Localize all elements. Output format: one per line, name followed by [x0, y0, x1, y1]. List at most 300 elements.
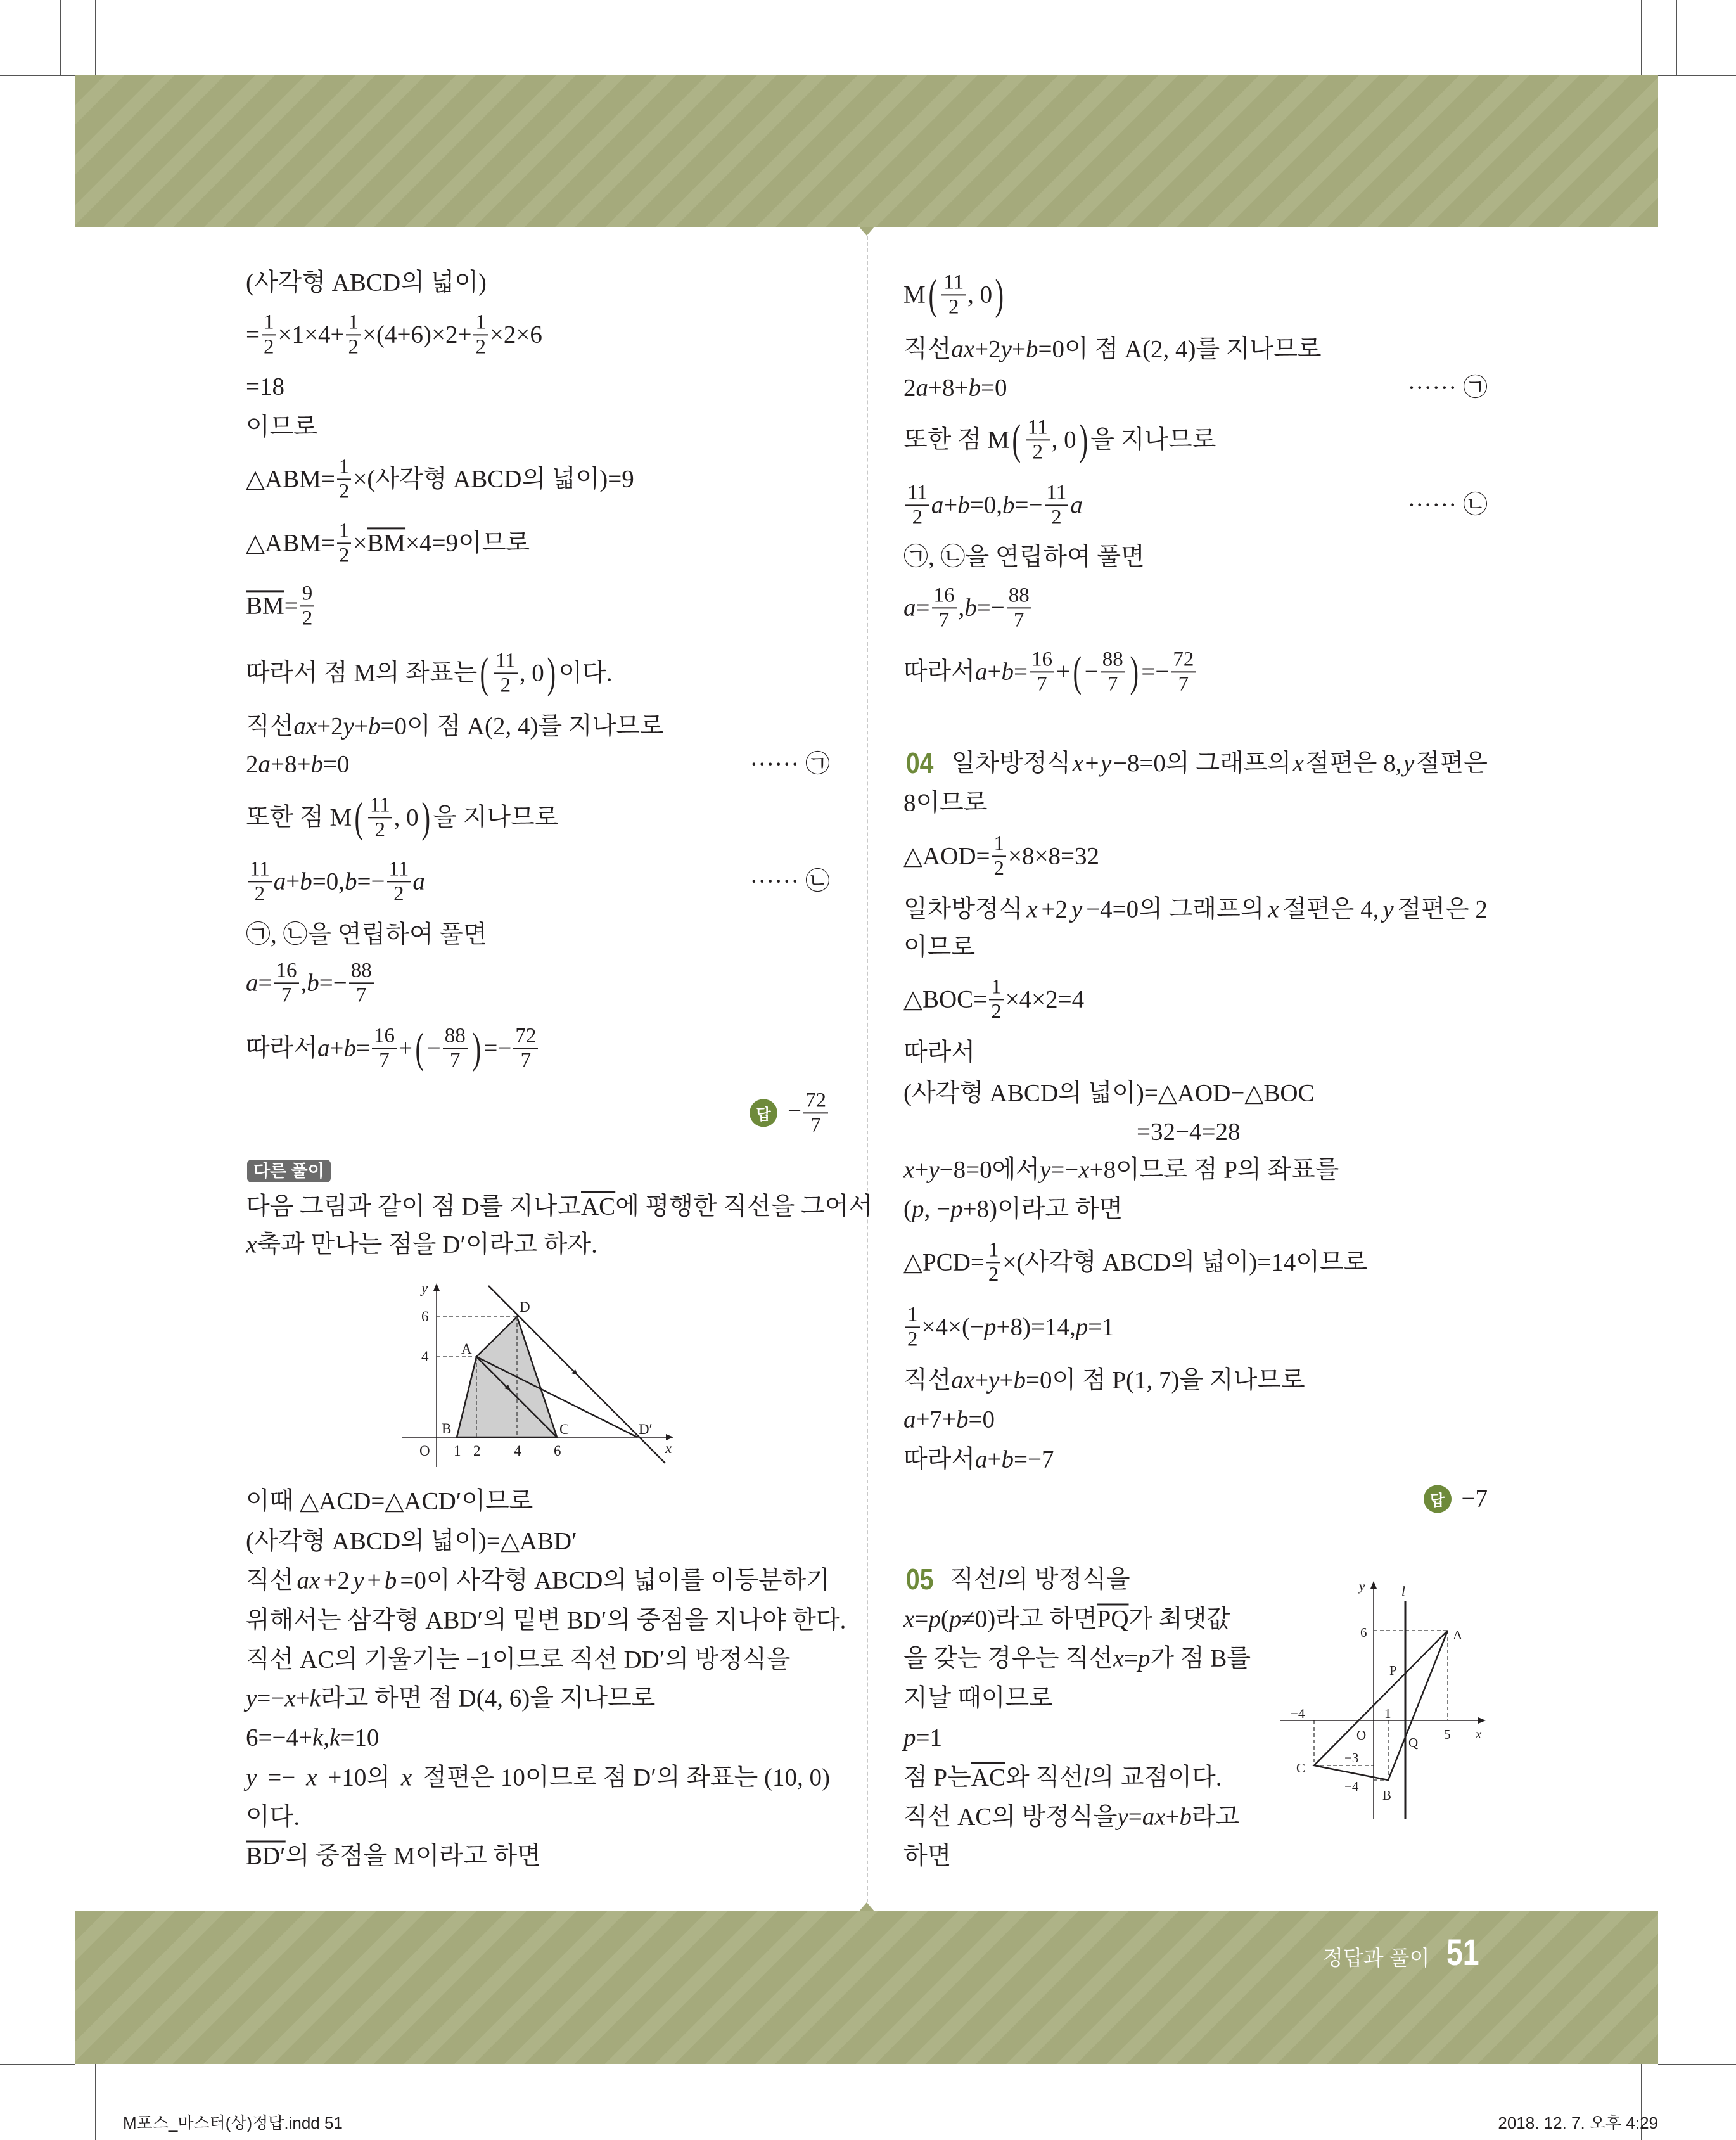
text-run: ×1×4+: [278, 321, 345, 349]
text-run: +2: [317, 712, 343, 740]
denominator: 2: [254, 882, 265, 905]
fraction: [941, 271, 966, 317]
segment-overline: $\overline{AC}$: [971, 1764, 1005, 1791]
text-run: =: [1014, 658, 1028, 686]
text-run: 따라서: [246, 1034, 318, 1062]
text-run: △PCD=: [903, 1248, 985, 1276]
math-variable: b: [956, 1406, 969, 1433]
text-run: +8+: [271, 750, 311, 778]
text-line: [903, 897, 1488, 922]
text-line: [246, 714, 830, 739]
text-line: [903, 1197, 1488, 1222]
text-run: ×4=9이므로: [405, 529, 530, 557]
math-variable: a: [273, 868, 286, 895]
text-line: [246, 650, 830, 696]
numerator: 72: [1171, 648, 1196, 672]
math-variable: x: [246, 1231, 257, 1259]
axis-label-y: y: [421, 1280, 428, 1296]
answer-value: [1462, 1485, 1488, 1513]
text-line: [903, 1081, 1488, 1106]
tick-label: 4: [421, 1349, 429, 1364]
tick-label: −4: [1291, 1706, 1305, 1721]
tick-label: 2: [473, 1443, 481, 1459]
math-variable: x: [1113, 1644, 1124, 1672]
large-paren: ): [1079, 415, 1088, 464]
text-run: (사각형 ABCD의 넓이)=△AOD−△BOC: [903, 1079, 1315, 1107]
text-run: 따라서: [903, 1039, 976, 1067]
fraction: [387, 858, 411, 904]
text-line: [903, 1304, 1488, 1350]
fraction: [1007, 584, 1031, 631]
numerator: 9: [300, 582, 315, 606]
segment-overline: $\overline{BM}$: [246, 592, 284, 620]
numerator: 1: [992, 833, 1006, 857]
text-run: =32−4=28: [1137, 1118, 1241, 1146]
text-run: M: [903, 281, 926, 309]
denominator: 2: [912, 506, 923, 529]
tick-label: 4: [514, 1443, 521, 1459]
math-variable: b: [964, 594, 977, 622]
text-run: 절편은: [1415, 749, 1488, 777]
text-run: 하면: [903, 1842, 952, 1870]
math-variable: p: [1075, 1313, 1088, 1341]
text-run: 에 평행한 직선을 그어서: [615, 1193, 873, 1221]
numerator: 1: [986, 1239, 1001, 1263]
answer-line: [1424, 1485, 1488, 1513]
text-run: 을 지나므로: [1090, 426, 1216, 454]
large-paren: ): [547, 648, 556, 697]
numerator: 1: [337, 456, 352, 480]
text-line: [246, 1805, 830, 1829]
triangle: [1314, 1631, 1448, 1780]
fraction: [337, 520, 352, 566]
segment-overline: $\overline{AC}$: [581, 1193, 616, 1221]
text-line: [903, 935, 1488, 960]
math-variable: x: [1292, 749, 1304, 777]
footer-notch: [859, 1902, 874, 1911]
origin-label: O: [1356, 1727, 1367, 1743]
text-run: +: [286, 868, 300, 895]
text-run: 의 교점이다.: [1090, 1764, 1222, 1791]
crop-mark: [0, 2064, 75, 2065]
math-variable: a: [412, 868, 425, 895]
large-paren: (: [354, 793, 364, 842]
axes: [402, 1285, 673, 1467]
text-run: ×: [353, 529, 367, 557]
text-line: [246, 1025, 830, 1071]
math-variable: a: [916, 374, 928, 402]
footer-band: [75, 1911, 1658, 2064]
text-run: +2: [323, 1567, 350, 1594]
fraction: [905, 482, 929, 528]
tick-label: 1: [1384, 1706, 1391, 1721]
text-line: [246, 794, 830, 840]
large-paren: ): [1130, 647, 1139, 696]
text-line: [903, 1844, 1488, 1869]
numerator: 88: [443, 1025, 468, 1049]
text-line: [246, 520, 830, 566]
math-variable: p: [948, 1605, 962, 1633]
math-variable: a: [931, 491, 944, 519]
text-line: [903, 1158, 1488, 1182]
math-variable: x: [284, 1684, 296, 1712]
figure-triangle-abc: [1267, 1559, 1502, 1825]
text-line: [246, 1765, 830, 1790]
answer-badge: 답: [750, 1099, 777, 1127]
text-line: [246, 923, 830, 947]
numerator: 16: [932, 584, 957, 608]
math-variable: b: [1001, 1445, 1014, 1473]
text-run: 절편은 10이므로 점 D′의 좌표는 (10, 0): [423, 1764, 830, 1791]
math-variable: x: [1268, 895, 1279, 923]
tick-label: −3: [1344, 1750, 1359, 1765]
text-run: 위해서는 삼각형 ABD′의 밑변 BD′의 중점을 지나야 한다.: [246, 1606, 846, 1634]
math-variable: k: [329, 1724, 341, 1752]
text-run: +8)=14,: [996, 1313, 1076, 1341]
text-line: [246, 1489, 830, 1514]
large-paren: (: [928, 270, 937, 319]
text-run: =: [258, 969, 272, 997]
text-run: +7+: [916, 1406, 956, 1433]
text-run: =: [284, 592, 298, 620]
numerator: 1: [473, 311, 488, 335]
text-line: [903, 584, 1488, 631]
denominator: 2: [264, 335, 274, 358]
fraction: [274, 959, 299, 1006]
point-label-a: A: [1453, 1627, 1463, 1643]
math-variable: a: [1070, 491, 1083, 519]
denominator: 7: [356, 984, 367, 1006]
math-variable: ax: [951, 1366, 975, 1394]
line-label-l: l: [1401, 1584, 1405, 1599]
text-run: −: [788, 1096, 801, 1124]
math-variable: a: [903, 1406, 916, 1433]
tick-label: 6: [554, 1443, 561, 1459]
text-run: 라고: [1192, 1803, 1240, 1831]
fraction: [1101, 648, 1125, 695]
math-variable: y: [1071, 895, 1083, 923]
text-line: [903, 1041, 1488, 1065]
large-paren: ): [995, 270, 1004, 319]
text-run: =18: [246, 373, 284, 400]
math-variable: b: [367, 712, 381, 740]
text-run: +2: [974, 335, 1001, 363]
numerator: 72: [513, 1025, 538, 1049]
crop-mark: [95, 2064, 96, 2140]
text-run: 2: [246, 750, 258, 778]
text-run: −4=0의 그래프의: [1086, 895, 1265, 923]
text-run: 직선 AC의 기울기는 −1이므로 직선 DD′의 방정식을: [246, 1646, 791, 1674]
crop-mark: [0, 75, 75, 76]
text-run: 지날 때이므로: [903, 1684, 1053, 1712]
tick-label: 6: [1360, 1625, 1367, 1640]
text-line: [246, 456, 830, 502]
text-run: , −: [924, 1195, 950, 1223]
math-variable: y: [1117, 1803, 1128, 1831]
fraction: [803, 1089, 828, 1136]
text-run: −8=0에서: [939, 1156, 1040, 1184]
math-variable: p: [903, 1724, 916, 1752]
point-label-c: C: [1296, 1760, 1306, 1776]
denominator: 2: [993, 857, 1004, 880]
text-run: 직선: [246, 712, 294, 740]
text-run: (: [903, 1195, 912, 1223]
text-run: =: [916, 594, 930, 622]
text-run: =0이 점 A(2, 4)를 지나므로: [380, 712, 664, 740]
text-run: =−: [267, 1764, 296, 1791]
text-run: −8=0의 그래프의: [1113, 749, 1292, 777]
math-variable: ax: [297, 1567, 321, 1594]
numerator: 1: [905, 1304, 920, 1328]
math-variable: ax: [1142, 1803, 1166, 1831]
crop-mark: [1641, 0, 1642, 75]
denominator: 2: [988, 1263, 999, 1286]
denominator: 2: [475, 335, 486, 358]
text-run: −: [1084, 658, 1099, 686]
text-run: −: [426, 1034, 441, 1062]
text-run: +: [329, 1034, 344, 1062]
text-line: [246, 1648, 830, 1672]
shaded-quadrilateral: [457, 1317, 557, 1437]
denominator: 2: [1032, 440, 1043, 463]
math-variable: a: [975, 1445, 988, 1473]
text-run: ,: [958, 594, 965, 622]
math-variable: x: [306, 1764, 317, 1791]
text-run: 가 최댓값: [1128, 1605, 1230, 1633]
segment-overline: BD′: [246, 1842, 286, 1870]
equation-marker: ······ ㉡: [1407, 491, 1488, 519]
text-run: 이때 △ACD=△ACD′이므로: [246, 1487, 533, 1515]
header-band: [75, 75, 1658, 227]
problem-number: 04: [905, 746, 934, 779]
text-run: , 0: [393, 804, 419, 831]
text-run: =: [246, 321, 260, 349]
denominator: 2: [338, 544, 350, 567]
fraction: [986, 1239, 1001, 1285]
text-run: 이므로: [903, 933, 976, 961]
text-run: 직선: [246, 1567, 294, 1594]
axis-label-x: x: [1476, 1726, 1482, 1741]
figure-quadrilateral-abcd: [393, 1267, 684, 1477]
text-line: [246, 1844, 830, 1869]
text-run: 라고 하면 점 D(4, 6)을 지나므로: [320, 1684, 656, 1712]
text-line: [903, 271, 1488, 317]
math-variable: a: [975, 658, 988, 686]
math-variable: b: [1025, 335, 1038, 363]
text-run: ×(사각형 ABCD의 넓이)=14이므로: [1002, 1248, 1368, 1276]
text-run: 을 지나므로: [433, 804, 559, 831]
text-run: =: [1123, 1644, 1138, 1672]
text-run: =10: [340, 1724, 380, 1752]
text-run: 이다.: [246, 1803, 300, 1831]
text-line: [246, 1193, 873, 1221]
fraction: [473, 311, 488, 357]
text-run: +: [999, 1366, 1014, 1394]
text-line: [246, 311, 830, 357]
numerator: 11: [494, 650, 518, 674]
numerator: 1: [337, 520, 352, 544]
alternate-solution-badge: 다른 풀이: [247, 1160, 331, 1182]
fraction: [992, 833, 1006, 879]
text-run: ≠0)라고 하면: [961, 1605, 1097, 1633]
text-line: [903, 648, 1488, 695]
text-run: +: [354, 712, 368, 740]
text-run: =−7: [1014, 1445, 1054, 1473]
text-run: +: [914, 1156, 929, 1184]
fraction: [513, 1025, 538, 1071]
math-variable: a: [258, 750, 271, 778]
text-line: [903, 1407, 1488, 1432]
tick-label: 5: [1444, 1727, 1451, 1742]
text-line: [246, 858, 830, 904]
fraction: [1045, 482, 1069, 528]
denominator: 2: [374, 818, 385, 841]
equation-marker: ······ ㉠: [750, 750, 830, 778]
text-run: 절편은 8,: [1305, 749, 1402, 777]
tick-label: 6: [421, 1309, 429, 1324]
text-run: +10의: [328, 1764, 391, 1791]
numerator: 11: [248, 858, 272, 882]
text-line: [903, 337, 1488, 362]
text-run: (사각형 ABCD의 넓이)=△ABD′: [246, 1527, 577, 1555]
math-variable: x: [903, 1156, 915, 1184]
text-run: =−: [976, 594, 1005, 622]
text-run: +: [295, 1684, 310, 1712]
numerator: 16: [1030, 648, 1054, 672]
denominator: 7: [810, 1113, 821, 1136]
math-variable: b: [1013, 1366, 1026, 1394]
numerator: 16: [274, 959, 299, 984]
text-run: =0: [968, 1406, 995, 1433]
text-line: [903, 482, 1488, 528]
text-run: ×(4+6)×2+: [362, 321, 472, 349]
fraction: [248, 858, 272, 904]
numerator: 11: [387, 858, 411, 882]
text-run: =−: [1141, 658, 1170, 686]
text-run: 가 점 B를: [1150, 1644, 1251, 1672]
text-run: =0이 사각형 ABCD의 넓이를 이등분하기: [400, 1567, 830, 1594]
text-run: ,: [300, 969, 307, 997]
text-run: 이므로: [246, 413, 318, 441]
text-run: +: [367, 1567, 381, 1594]
crop-mark: [1676, 0, 1677, 75]
text-run: +: [1085, 749, 1099, 777]
text-run: △ABM=: [246, 465, 335, 493]
text-run: =−: [483, 1034, 512, 1062]
denominator: 2: [338, 480, 350, 503]
answer-value: [788, 1089, 830, 1136]
text-run: =0,: [312, 868, 345, 895]
text-line: [246, 271, 830, 295]
text-line: [903, 748, 1488, 778]
math-variable: x: [1072, 749, 1083, 777]
fraction: [494, 650, 518, 696]
math-variable: b: [343, 1034, 357, 1062]
text-run: , 0: [1051, 426, 1076, 454]
large-paren: (: [1073, 647, 1082, 696]
answer-badge: 답: [1424, 1485, 1452, 1513]
point-label-d-prime: D′: [639, 1421, 653, 1437]
numerator: 11: [1026, 416, 1050, 440]
text-run: 일차방정식: [951, 749, 1071, 777]
math-variable: p: [912, 1195, 924, 1223]
math-variable: b: [300, 868, 312, 895]
text-run: , 0: [519, 659, 544, 687]
text-run: 점 P는: [903, 1764, 971, 1791]
text-run: +: [1011, 335, 1026, 363]
numerator: 88: [349, 959, 374, 984]
text-run: △ABM=: [246, 529, 335, 557]
text-run: +: [987, 1445, 1002, 1473]
text-run: +: [974, 1366, 989, 1394]
fraction: [262, 311, 276, 357]
text-run: ×(사각형 ABCD의 넓이)=9: [353, 465, 634, 493]
text-run: +: [943, 491, 958, 519]
text-run: 다음 그림과 같이 점 D를 지나고: [246, 1193, 582, 1221]
text-line: [246, 1686, 830, 1711]
denominator: 7: [1178, 672, 1189, 695]
numerator: 16: [372, 1025, 397, 1049]
problem-number: 05: [905, 1563, 934, 1596]
axis-label-x: x: [665, 1440, 672, 1456]
math-variable: y: [246, 1684, 257, 1712]
text-line: [246, 415, 830, 440]
crop-mark: [1658, 2064, 1736, 2065]
point-label-b: B: [1382, 1788, 1392, 1803]
math-variable: l: [1083, 1764, 1090, 1791]
text-run: 의 방정식을: [1004, 1565, 1130, 1593]
math-variable: b: [307, 969, 319, 997]
text-run: 축과 만나는 점을 D′이라고 하자.: [257, 1231, 597, 1259]
text-run: ,: [323, 1724, 330, 1752]
math-variable: ax: [293, 712, 317, 740]
text-line: [903, 416, 1488, 463]
text-run: =0: [323, 750, 350, 778]
text-line: [246, 752, 830, 777]
math-variable: l: [997, 1565, 1005, 1593]
text-run: =0이 점 A(2, 4)를 지나므로: [1038, 335, 1322, 363]
math-variable: y: [928, 1156, 940, 1184]
denominator: 2: [991, 1000, 1002, 1023]
text-run: =: [914, 1605, 929, 1633]
text-run: , 0: [967, 281, 993, 309]
fraction: [349, 959, 374, 1006]
text-run: ㉠, ㉡을 연립하여 풀면: [903, 543, 1145, 571]
text-run: 와 직선: [1005, 1764, 1083, 1791]
text-run: −7: [1461, 1485, 1488, 1513]
text-run: ×8×8=32: [1007, 842, 1099, 870]
text-run: 일차방정식: [903, 895, 1023, 923]
text-run: 따라서: [903, 1445, 976, 1473]
fraction: [932, 584, 957, 631]
numerator: 11: [368, 794, 392, 818]
math-variable: b: [1001, 658, 1014, 686]
point-label-p: P: [1389, 1663, 1397, 1678]
denominator: 2: [500, 674, 511, 696]
text-line: [246, 1568, 830, 1593]
tick-label: −4: [1344, 1779, 1359, 1794]
text-run: 따라서: [903, 658, 976, 686]
origin-label: O: [419, 1443, 430, 1459]
crop-mark: [60, 0, 61, 75]
answer-line: [750, 1089, 830, 1136]
large-paren: ): [472, 1023, 481, 1072]
large-paren: (: [415, 1023, 424, 1072]
math-variable: b: [384, 1567, 397, 1594]
fraction: [346, 311, 361, 357]
text-run: ×2×6: [489, 321, 542, 349]
text-run: =0: [981, 374, 1007, 402]
